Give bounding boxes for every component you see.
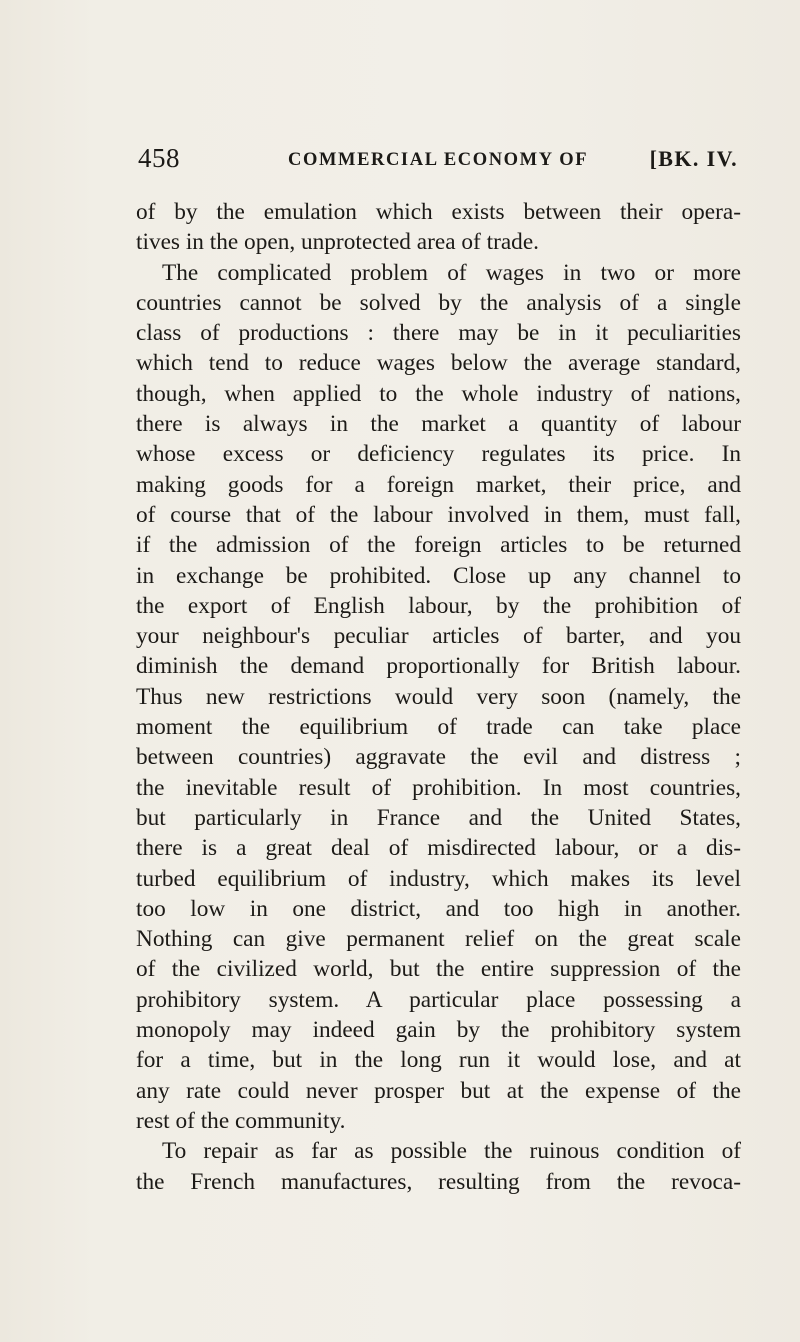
text-line: of course that of the labour involved in them, must fall, [136,501,741,528]
text-line: there is a great deal of misdirected labour, or a dis- [136,835,741,862]
text-line: the French manufactures, resulting from the revoca- [136,1168,741,1195]
text-line: making goods for a foreign market, their price, and [136,471,741,498]
text-line: diminish the demand proportionally for British labour. [136,653,741,680]
text-line: between countries) aggravate the evil and distress ; [136,744,741,771]
text-line: the inevitable result of prohibition. In most countries, [136,774,741,801]
text-line: tives in the open, unprotected area of trade. [136,229,539,256]
text-line: whose excess or deficiency regulates its price. In [136,441,741,468]
text-line: your neighbour's peculiar articles of barter, and you [136,623,741,650]
body-text [136,197,741,1197]
text-line: though, when applied to the whole industry of nations, [136,380,741,407]
text-line: Nothing can give permanent relief on the great scale [136,926,741,953]
text-line: countries cannot be solved by the analysis of a single [136,289,741,316]
text-line: rest of the community. [136,1107,346,1134]
book-reference: [BK. IV. [649,146,738,171]
text-line: too low in one district, and too high in another. [136,895,741,922]
text-line: if the admission of the foreign articles to be returned [136,532,741,559]
running-header [138,143,738,183]
text-line: but particularly in France and the United States, [136,804,741,831]
text-line: of the civilized world, but the entire suppression of the [136,956,741,983]
text-line: prohibitory system. A particular place possessing a [136,986,741,1013]
text-line: any rate could never prosper but at the expense of the [136,1077,741,1104]
text-line: of by the emulation which exists between their opera- [136,199,741,225]
text-line: in exchange be prohibited. Close up any channel to [136,562,741,589]
text-line: Thus new restrictions would very soon (namely, the [136,683,741,710]
text-line: To repair as far as possible the ruinous condition of [162,1138,741,1165]
text-line: which tend to reduce wages below the average standard, [136,350,741,377]
text-line: monopoly may indeed gain by the prohibitory system [136,1017,741,1044]
page-number: 458 [138,143,180,173]
text-line: turbed equilibrium of industry, which makes its level [136,865,741,892]
running-title: COMMERCIAL ECONOMY OF [288,150,589,170]
text-line: the export of English labour, by the prohibition of [136,592,741,619]
text-line: class of productions : there may be in it peculiarities [136,320,741,347]
text-line: moment the equilibrium of trade can take place [136,714,741,741]
text-line: for a time, but in the long run it would lose, and at [136,1047,741,1074]
text-line: The complicated problem of wages in two or more [162,259,741,286]
text-line: there is always in the market a quantity of labour [136,411,741,438]
